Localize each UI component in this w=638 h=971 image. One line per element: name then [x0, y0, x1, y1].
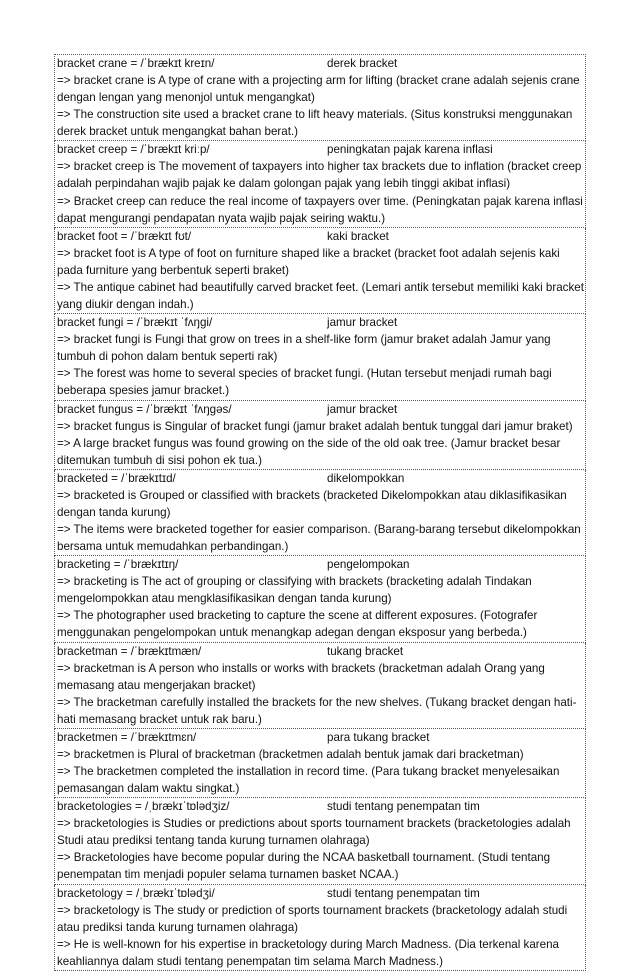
translation: jamur bracket — [327, 402, 398, 416]
headword: bracketing = /ˈbrækɪtɪŋ/ — [57, 558, 179, 572]
headword: bracket crane = /ˈbrækɪt kreɪn/ — [57, 57, 215, 70]
headword: bracket creep = /ˈbrækɪt kriːp/ — [57, 143, 210, 157]
headword: bracketologies = /ˌbrækɪˈtɒlədʒiz/ — [57, 800, 230, 814]
definition: => bracket crane is A type of crane with a projecting arm for lifting (bracket crane adalah sejenis crane dengan lengan yang menonjol untuk mengangkat) — [57, 74, 580, 105]
example: => The bracketmen completed the installation in record time. (Para tukang bracket menyelesaikan pemasangan dalam waktu singkat.) — [57, 765, 560, 796]
translation: studi tentang penempatan tim — [327, 800, 480, 814]
vocab-entry — [54, 228, 586, 314]
example: => He is well-known for his expertise in bracketology during March Madness. (Dia terkenal karena keahliannya dalam studi tentang penempatan tim selama March Madness.) — [57, 937, 559, 968]
definition: => bracketmen is Plural of bracketman (bracketmen adalah bentuk jamak dari bracketman) — [57, 747, 524, 761]
entry-header — [57, 798, 585, 815]
vocab-entry — [54, 729, 586, 798]
headword: bracketmen = /ˈbrækɪtmɛn/ — [57, 730, 197, 744]
headword: bracketed = /ˈbrækɪtɪd/ — [57, 471, 176, 485]
vocabulary-list — [54, 54, 586, 971]
definition: => bracketed is Grouped or classified with brackets (bracketed Dikelompokkan atau diklasifikasikan dengan tanda kurung) — [57, 488, 567, 519]
entry-header — [57, 228, 585, 245]
entry-header — [57, 885, 585, 902]
headword: bracket foot = /ˈbrækɪt fʊt/ — [57, 229, 192, 243]
example: => Bracketologies have become popular during the NCAA basketball tournament. (Studi tentang penempatan tim menjadi populer selama turnamen basket NCAA.) — [57, 851, 551, 882]
vocab-entry — [54, 141, 586, 227]
vocab-entry — [54, 470, 586, 556]
translation: jamur bracket — [327, 316, 398, 330]
entry-header — [57, 643, 585, 660]
definition: => bracketologies is Studies or predictions about sports tournament brackets (bracketologies adalah Studi atau prediksi tentang tanda kurung turnamen olahraga) — [57, 817, 571, 848]
translation: kaki bracket — [327, 229, 389, 243]
example: => The bracketman carefully installed the brackets for the new shelves. (Tukang bracket dengan hati-hati memasang bracket untuk rak baru.) — [57, 695, 577, 726]
entry-header — [57, 314, 585, 331]
translation: para tukang bracket — [327, 730, 430, 744]
definition: => bracketman is A person who installs or works with brackets (bracketman adalah Orang yang memasang atau mengerjakan bracket) — [57, 661, 545, 692]
headword: bracket fungus = /ˈbrækɪt ˈfʌŋgəs/ — [57, 402, 232, 416]
headword: bracketman = /ˈbrækɪtmæn/ — [57, 644, 202, 658]
entry-header — [57, 55, 585, 72]
translation: peningkatan pajak karena inflasi — [327, 143, 493, 157]
translation: tukang bracket — [327, 644, 404, 658]
translation: dikelompokkan — [327, 471, 405, 485]
example: => The antique cabinet had beautifully carved bracket feet. (Lemari antik tersebut memiliki kaki bracket yang diukir dengan indah.) — [57, 280, 584, 312]
example: => A large bracket fungus was found growing on the side of the old oak tree. (Jamur bracket besar ditemukan tumbuh di sisi pohon ek tua.) — [57, 436, 561, 467]
translation: derek bracket — [327, 57, 398, 70]
entry-header — [57, 729, 585, 746]
vocab-entry — [54, 401, 586, 470]
vocab-entry — [54, 54, 586, 141]
definition: => bracket fungi is Fungi that grow on trees in a shelf-like form (jamur braket adalah Jamur yang tumbuh di pohon dalam bentuk seperti rak) — [57, 333, 551, 364]
vocab-entry — [54, 885, 586, 971]
example: => The items were bracketed together for easier comparison. (Barang-barang tersebut dikelompokkan bersama untuk memudahkan perbandingan.) — [57, 522, 581, 554]
entry-header — [57, 141, 585, 158]
headword: bracket fungi = /ˈbrækɪt ˈfʌŋgi/ — [57, 316, 213, 330]
vocab-entry — [54, 643, 586, 729]
translation: pengelompokan — [327, 558, 410, 572]
entry-header — [57, 470, 585, 487]
vocab-entry — [54, 798, 586, 884]
headword: bracketology = /ˌbrækɪˈtɒlədʒi/ — [57, 886, 215, 900]
example: => The forest was home to several species of bracket fungi. (Hutan tersebut menjadi rumah bagi beberapa spesies jamur bracket.) — [57, 367, 552, 398]
translation: studi tentang penempatan tim — [327, 886, 480, 900]
definition: => bracket creep is The movement of taxpayers into higher tax brackets due to inflation (bracket creep adalah perpindahan wajib pajak ke dalam golongan pajak yang lebih tinggi akibat inflasi) — [57, 160, 582, 191]
entry-header — [57, 556, 585, 573]
example: => The photographer used bracketing to capture the scene at different exposures. (Fotografer menggunakan pengelompokan untuk menangkap adegan dengan eksposur yang berbeda.) — [57, 609, 538, 640]
definition: => bracket fungus is Singular of bracket fungi (jamur braket adalah bentuk tunggal dari jamur braket) — [57, 419, 573, 433]
example: => The construction site used a bracket crane to lift heavy materials. (Situs konstruksi menggunakan derek bracket untuk mengangkat bahan berat.) — [57, 108, 573, 139]
definition: => bracket foot is A type of foot on furniture shaped like a bracket (bracket foot adalah sejenis kaki pada furniture yang berbentuk seperti braket) — [57, 246, 560, 277]
vocab-entry — [54, 314, 586, 400]
definition: => bracketology is The study or prediction of sports tournament brackets (bracketology adalah studi atau prediksi tanda kurung turnamen olahraga) — [57, 903, 568, 934]
entry-header — [57, 401, 585, 418]
vocab-entry — [54, 556, 586, 642]
definition: => bracketing is The act of grouping or classifying with brackets (bracketing adalah Tindakan mengelompokkan atau mengklasifikasikan dengan tanda kurung) — [57, 575, 532, 606]
example: => Bracket creep can reduce the real income of taxpayers over time. (Peningkatan pajak karena inflasi dapat mengurangi pendapatan nyata wajib pajak seiring waktu.) — [57, 194, 583, 225]
